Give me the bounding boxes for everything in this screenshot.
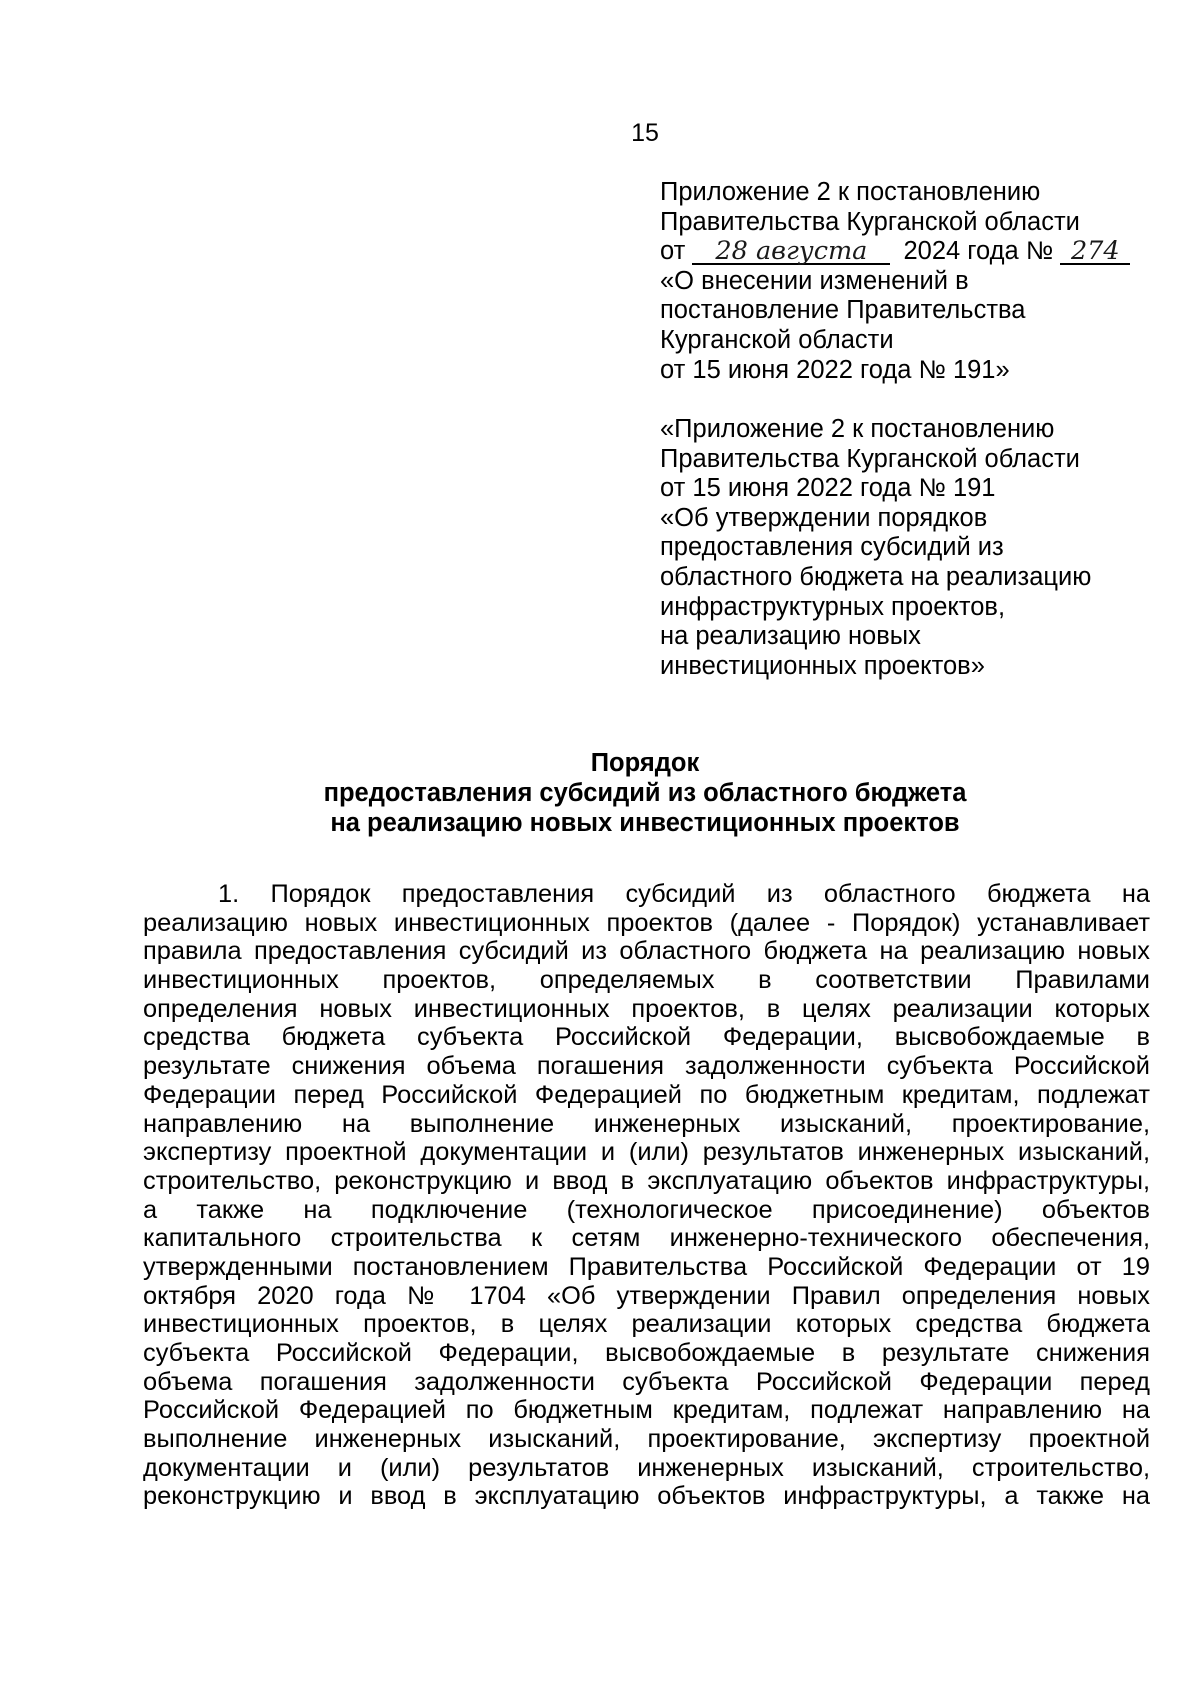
appendix-header-line: Курганской области <box>660 325 894 354</box>
handwritten-number: 274 <box>1060 239 1130 265</box>
paragraph-line: средства бюджета субъекта Российской Федерации, высвобождаемые в <box>143 1023 1150 1052</box>
paragraph-line: утвержденными постановлением Правительства Российской Федерации от 19 <box>143 1252 1150 1281</box>
paragraph-line: Российской Федерацией по бюджетным кредитам, подлежат направлению на <box>143 1396 1150 1425</box>
original-appendix-line: от 15 июня 2022 года № 191 <box>660 474 996 503</box>
paragraph-line: экспертизу проектной документации и (или) результатов инженерных изысканий, <box>143 1138 1150 1167</box>
handwritten-date: 28 августа <box>692 239 890 265</box>
paragraph-line: документации и (или) результатов инженерных изысканий, строительство, <box>143 1453 1150 1482</box>
paragraph-line: определения новых инвестиционных проектов, в целях реализации которых <box>143 994 1150 1023</box>
page-number: 15 <box>631 119 659 147</box>
document-title-line: предоставления субсидий из областного бюджета <box>323 779 967 807</box>
appendix-header-line: Правительства Курганской области <box>660 207 1080 236</box>
date-year: 2024 года № <box>903 237 1054 266</box>
paragraph-line: результате снижения объема погашения задолженности субъекта Российской <box>143 1052 1150 1081</box>
appendix-date-line <box>660 237 1180 267</box>
date-prefix: от <box>660 237 686 266</box>
appendix-header-line: постановление Правительства <box>660 296 1026 325</box>
paragraph-line: инвестиционных проектов, определяемых в соответствии Правилами <box>143 966 1150 995</box>
paragraph-line: а также на подключение (технологическое присоединение) объектов <box>143 1195 1150 1224</box>
appendix-header-line: от 15 июня 2022 года № 191» <box>660 355 1010 384</box>
paragraph-line: капитального строительства к сетям инженерно-технического обеспечения, <box>143 1224 1150 1253</box>
paragraph-line: октября 2020 года № 1704 «Об утверждении Правил определения новых <box>143 1281 1150 1310</box>
paragraph-line: реконструкцию и ввод в эксплуатацию объектов инфраструктуры, а также на <box>143 1482 1150 1511</box>
original-appendix-line: «Приложение 2 к постановлению <box>660 415 1055 443</box>
paragraph-line: направлению на выполнение инженерных изысканий, проектирование, <box>143 1109 1150 1138</box>
paragraph-line: Федерации перед Российской Федерацией по бюджетным кредитам, подлежат <box>143 1080 1150 1109</box>
paragraph-line: 1. Порядок предоставления субсидий из областного бюджета на <box>218 880 1150 908</box>
paragraph-line: субъекта Российской Федерации, высвобождаемые в результате снижения <box>143 1339 1150 1367</box>
original-appendix-line: Правительства Курганской области <box>660 444 1080 473</box>
original-appendix-line: инфраструктурных проектов, <box>660 592 1006 621</box>
document-title <box>130 748 1160 838</box>
original-appendix-line: «Об утверждении порядков <box>660 503 988 532</box>
original-appendix-line: инвестиционных проектов» <box>660 651 985 680</box>
paragraph-line: правила предоставления субсидий из областного бюджета на реализацию новых <box>143 937 1150 966</box>
paragraph-line: объема погашения задолженности субъекта Российской Федерации перед <box>143 1367 1150 1396</box>
paragraph-1 <box>143 880 1150 1511</box>
appendix-header-line: «О внесении изменений в <box>660 266 969 295</box>
document-title-line: Порядок <box>590 749 700 777</box>
paragraph-line: реализацию новых инвестиционных проектов (далее - Порядок) устанавливает <box>143 908 1150 937</box>
original-appendix <box>660 415 1180 681</box>
document-title-line: на реализацию новых инвестиционных проектов <box>330 809 960 837</box>
paragraph-line: инвестиционных проектов, в целях реализации которых средства бюджета <box>143 1310 1150 1339</box>
original-appendix-line: на реализацию новых <box>660 622 921 651</box>
original-appendix-line: предоставления субсидий из <box>660 533 1004 562</box>
paragraph-line: строительство, реконструкцию и ввод в эксплуатацию объектов инфраструктуры, <box>143 1166 1150 1195</box>
original-appendix-line: областного бюджета на реализацию <box>660 562 1092 591</box>
paragraph-line: выполнение инженерных изысканий, проектирование, экспертизу проектной <box>143 1425 1150 1454</box>
appendix-header-line: Приложение 2 к постановлению <box>660 178 1041 206</box>
appendix-header <box>660 178 1180 385</box>
